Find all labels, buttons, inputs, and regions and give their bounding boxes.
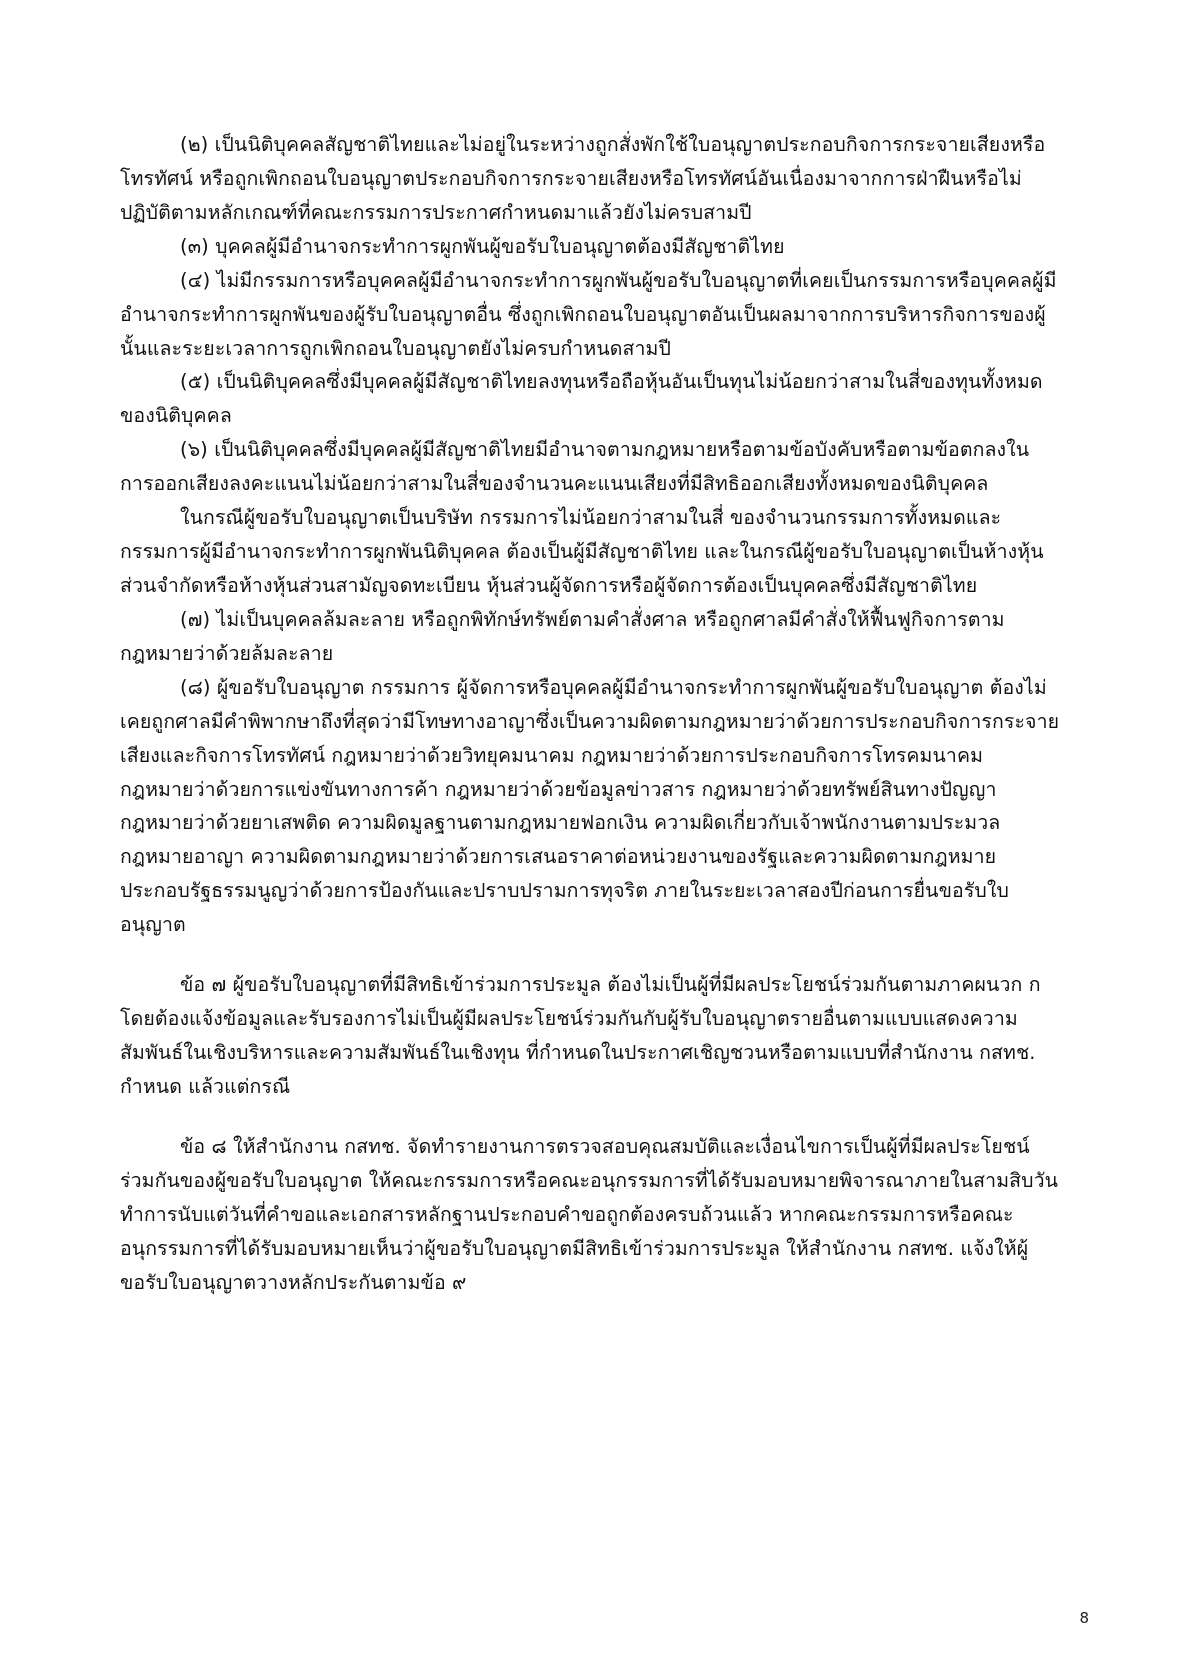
paragraph-spacer (120, 1104, 1061, 1130)
page-number: 8 (1079, 1609, 1089, 1627)
paragraph-spacer (120, 942, 1061, 968)
paragraph-clause-3: (๓) บุคคลผู้มีอำนาจกระทำการผูกพันผู้ขอรับใบอนุญาตต้องมีสัญชาติไทย (180, 234, 785, 258)
paragraph-clause-5: (๕) เป็นนิติบุคคลซึ่งมีบุคคลผู้มีสัญชาติไทยลงทุนหรือถือหุ้นอันเป็นทุนไม่น้อยกว่าสามในสี่ของทุนทั้งหมดของนิติบุคคล (120, 370, 1043, 428)
document-body (120, 128, 1061, 1299)
paragraph-clause-2: (๒) เป็นนิติบุคคลสัญชาติไทยและไม่อยู่ในระหว่างถูกสั่งพักใช้ใบอนุญาตประกอบกิจการกระจายเสียงหรือโทรทัศน์ หรือถูกเพิกถอนใบอนุญาตประกอบกิจการกระจายเสียงหรือโทรทัศน์อันเนื่องมาจากการฝ่าฝืนหรือไม่ปฏิบัติตามหลักเกณฑ์ที่คณะกรรมการประกาศกำหนดมาแล้วยังไม่ครบสามปี (120, 133, 1046, 224)
paragraph-clause-6: (๖) เป็นนิติบุคคลซึ่งมีบุคคลผู้มีสัญชาติไทยมีอำนาจตามกฎหมายหรือตามข้อบังคับหรือตามข้อตกลงในการออกเสียงลงคะแนนไม่น้อยกว่าสามในสี่ของจำนวนคะแนนเสียงที่มีสิทธิออกเสียงทั้งหมดของนิติบุคคล (120, 438, 1030, 496)
paragraph-company-case: ในกรณีผู้ขอรับใบอนุญาตเป็นบริษัท กรรมการไม่น้อยกว่าสามในสี่ ของจำนวนกรรมการทั้งหมดและกรรมการผู้มีอำนาจกระทำการผูกพันนิติบุคคล ต้องเป็นผู้มีสัญชาติไทย และในกรณีผู้ขอรับใบอนุญาตเป็นห้างหุ้นส่วนจำกัดหรือห้างหุ้นส่วนสามัญจดทะเบียน หุ้นส่วนผู้จัดการหรือผู้จัดการต้องเป็นบุคคลซึ่งมีสัญชาติไทย (120, 506, 1044, 597)
paragraph-clause-8: (๘) ผู้ขอรับใบอนุญาต กรรมการ ผู้จัดการหรือบุคคลผู้มีอำนาจกระทำการผูกพันผู้ขอรับใบอนุญาต ต้องไม่เคยถูกศาลมีคำพิพากษาถึงที่สุดว่ามีโทษทางอาญาซึ่งเป็นความผิดตามกฎหมายว่าด้วยการประกอบกิจการกระจายเสียงและกิจการโทรทัศน์ กฎหมายว่าด้วยวิทยุคมนาคม กฎหมายว่าด้วยการประกอบกิจการโทรคมนาคม กฎหมายว่าด้วยการแข่งขันทางการค้า กฎหมายว่าด้วยข้อมูลข่าวสาร กฎหมายว่าด้วยทรัพย์สินทางปัญญา กฎหมายว่าด้วยยาเสพติด ความผิดมูลฐานตามกฎหมายฟอกเงิน ความผิดเกี่ยวกับเจ้าพนักงานตามประมวลกฎหมายอาญา ความผิดตามกฎหมายว่าด้วยการเสนอราคาต่อหน่วยงานของรัฐและความผิดตามกฎหมายประกอบรัฐธรรมนูญว่าด้วยการป้องกันและปราบปรามการทุจริต ภายในระยะเวลาสองปีก่อนการยื่นขอรับใบอนุญาต (120, 675, 1060, 937)
paragraph-section-8: ข้อ ๘ ให้สำนักงาน กสทช. จัดทำรายงานการตรวจสอบคุณสมบัติและเงื่อนไขการเป็นผู้ที่มีผลประโยชน์ร่วมกันของผู้ขอรับใบอนุญาต ให้คณะกรรมการหรือคณะอนุกรรมการที่ได้รับมอบหมายพิจารณาภายในสามสิบวันทำการนับแต่วันที่คำขอและเอกสารหลักฐานประกอบคำขอถูกต้องครบถ้วนแล้ว หากคณะกรรมการหรือคณะอนุกรรมการที่ได้รับมอบหมายเห็นว่าผู้ขอรับใบอนุญาตมีสิทธิเข้าร่วมการประมูล ให้สำนักงาน กสทช. แจ้งให้ผู้ขอรับใบอนุญาตวางหลักประกันตามข้อ ๙ (120, 1134, 1059, 1294)
paragraph-clause-4: (๔) ไม่มีกรรมการหรือบุคคลผู้มีอำนาจกระทำการผูกพันผู้ขอรับใบอนุญาตที่เคยเป็นกรรมการหรือบุคคลผู้มีอำนาจกระทำการผูกพันของผู้รับใบอนุญาตอื่น ซึ่งถูกเพิกถอนใบอนุญาตอันเป็นผลมาจากการบริหารกิจการของผู้นั้นและระยะเวลาการถูกเพิกถอนใบอนุญาตยังไม่ครบกำหนดสามปี (120, 268, 1057, 360)
paragraph-section-7: ข้อ ๗ ผู้ขอรับใบอนุญาตที่มีสิทธิเข้าร่วมการประมูล ต้องไม่เป็นผู้ที่มีผลประโยชน์ร่วมกันตามภาคผนวก ก โดยต้องแจ้งข้อมูลและรับรองการไม่เป็นผู้มีผลประโยชน์ร่วมกันกับผู้รับใบอนุญาตรายอื่นตามแบบแสดงความสัมพันธ์ในเชิงบริหารและความสัมพันธ์ในเชิงทุน ที่กำหนดในประกาศเชิญชวนหรือตามแบบที่สำนักงาน กสทช. กำหนด แล้วแต่กรณี (120, 973, 1041, 1098)
paragraph-clause-7: (๗) ไม่เป็นบุคคลล้มละลาย หรือถูกพิทักษ์ทรัพย์ตามคำสั่งศาล หรือถูกศาลมีคำสั่งให้ฟื้นฟูกิจการตามกฎหมายว่าด้วยล้มละลาย (120, 607, 1005, 665)
